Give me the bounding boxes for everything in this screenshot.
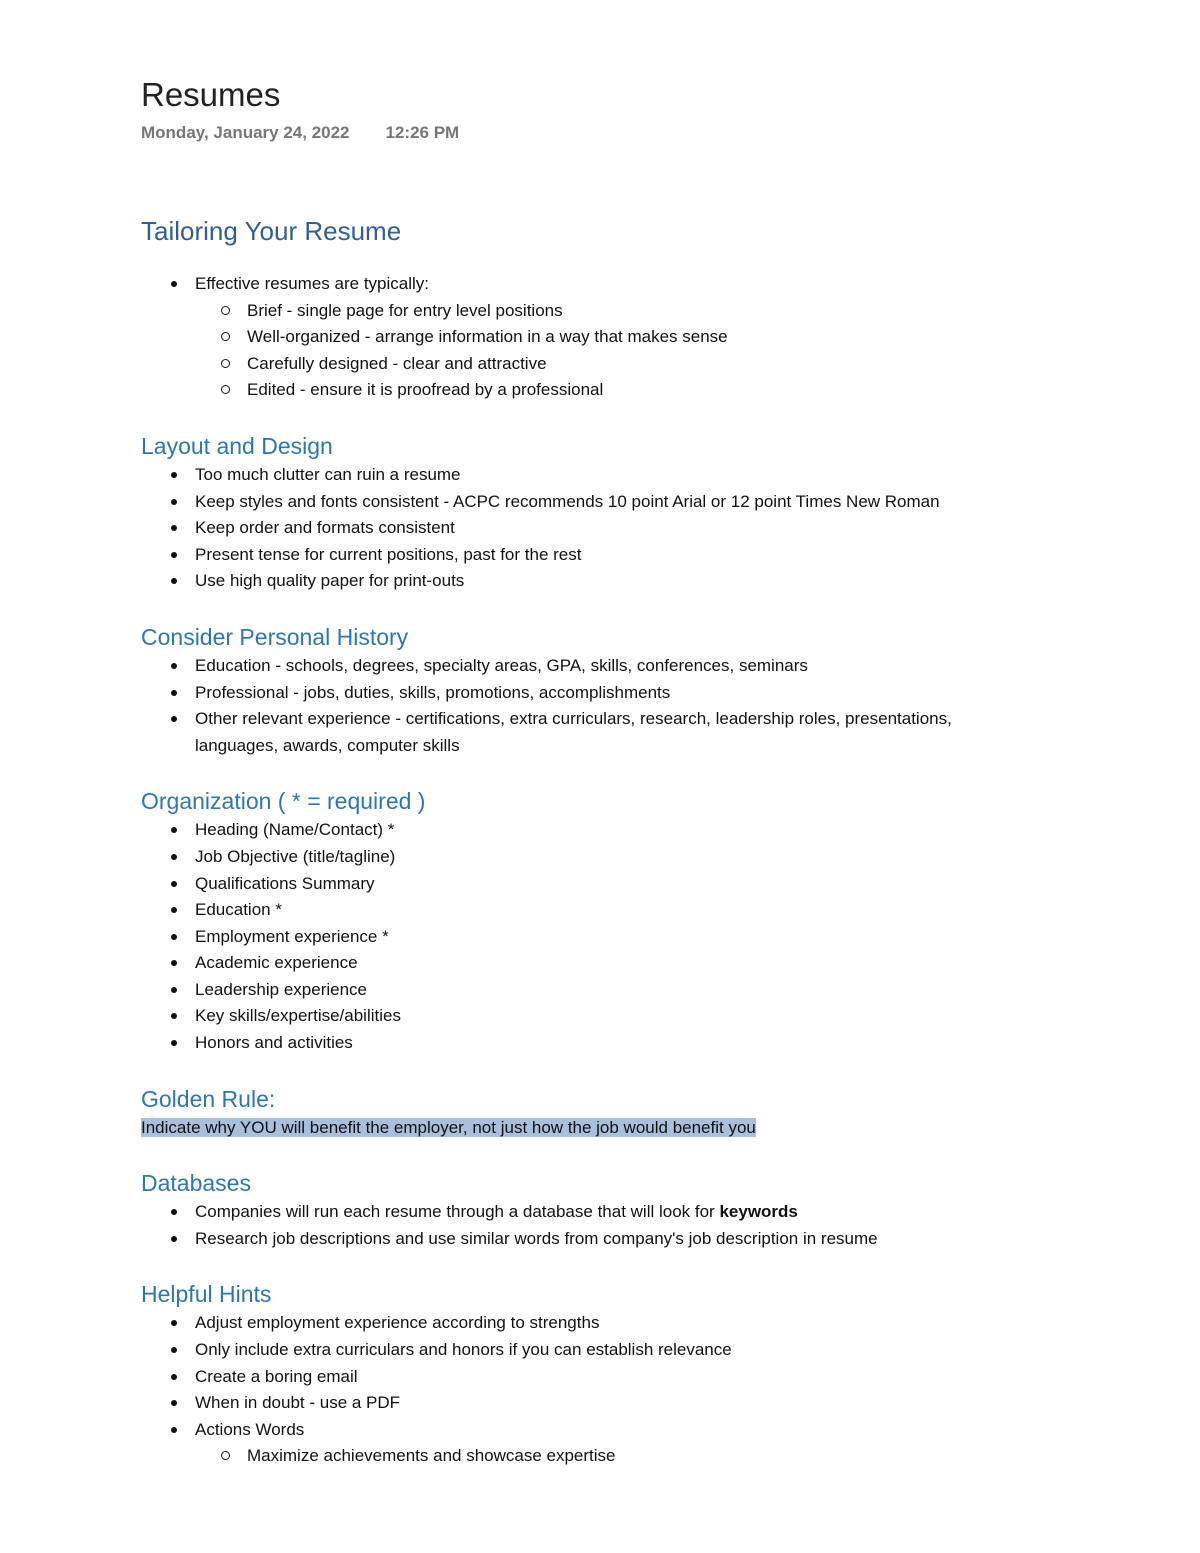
list-item: Keep styles and fonts consistent - ACPC recommends 10 point Arial or 12 point Times New Roman [141, 489, 1161, 516]
list-item: Employment experience * [141, 924, 1161, 951]
list-item: Use high quality paper for print-outs [141, 568, 1161, 595]
list-item: Research job descriptions and use similar words from company's job description in resume [141, 1226, 1161, 1253]
list-item: Qualifications Summary [141, 871, 1161, 898]
section-heading-databases: Databases [141, 1170, 251, 1197]
list-item: Carefully designed - clear and attractive [141, 351, 1161, 378]
list-item: Brief - single page for entry level positions [141, 298, 1161, 325]
note-date: Monday, January 24, 2022 [141, 123, 350, 142]
list-item: Too much clutter can ruin a resume [141, 462, 1161, 489]
layout-list [141, 462, 1161, 595]
list-item-text: Actions Words [195, 1419, 305, 1439]
list-item: Create a boring email [141, 1364, 1161, 1391]
list-item [141, 271, 1161, 404]
list-item: Education * [141, 897, 1161, 924]
tailoring-sublist [141, 298, 1161, 404]
note-time: 12:26 PM [385, 123, 460, 142]
section-heading-history: Consider Personal History [141, 623, 409, 650]
list-item [141, 1417, 1161, 1470]
list-item-text: Companies will run each resume through a database that will look for [195, 1202, 720, 1222]
list-item: Other relevant experience - certifications, extra curriculars, research, leadership roles, presentations, languages, awards, computer skills [141, 706, 961, 759]
list-item: Heading (Name/Contact) * [141, 817, 1161, 844]
hints-list [141, 1310, 1161, 1470]
list-item: Key skills/expertise/abilities [141, 1003, 1161, 1030]
list-item: Edited - ensure it is proofread by a professional [141, 377, 1161, 404]
section-heading-hints: Helpful Hints [141, 1281, 272, 1308]
page-title: Resumes [141, 76, 281, 113]
list-item: Well-organized - arrange information in a way that makes sense [141, 324, 1161, 351]
tailoring-list [141, 271, 1161, 404]
note-page [141, 72, 1161, 1470]
organization-list [141, 817, 1161, 1056]
list-item: Job Objective (title/tagline) [141, 844, 1161, 871]
section-heading-tailoring: Tailoring Your Resume [141, 216, 402, 246]
list-item: Professional - jobs, duties, skills, promotions, accomplishments [141, 680, 961, 707]
list-item: Maximize achievements and showcase expertise [141, 1443, 1161, 1470]
keywords-bold: keywords [719, 1202, 798, 1222]
list-item: When in doubt - use a PDF [141, 1390, 1161, 1417]
list-item: Honors and activities [141, 1030, 1161, 1057]
list-item: Leadership experience [141, 977, 1161, 1004]
list-item-text: Effective resumes are typically: [195, 274, 429, 293]
databases-list [141, 1199, 1161, 1252]
history-list [141, 653, 961, 759]
golden-rule-text [141, 1115, 1161, 1142]
note-metadata [141, 120, 1161, 146]
list-item: Only include extra curriculars and honors if you can establish relevance [141, 1337, 1161, 1364]
list-item: Present tense for current positions, past for the rest [141, 542, 1161, 569]
section-heading-organization: Organization ( * = required ) [141, 788, 426, 815]
list-item: Education - schools, degrees, specialty areas, GPA, skills, conferences, seminars [141, 653, 961, 680]
list-item: Adjust employment experience according to strengths [141, 1310, 1161, 1337]
highlighted-text: Indicate why YOU will benefit the employer, not just how the job would benefit you [141, 1117, 756, 1137]
section-heading-golden-rule: Golden Rule: [141, 1085, 276, 1112]
list-item [141, 1199, 1161, 1226]
list-item: Keep order and formats consistent [141, 515, 1161, 542]
section-heading-layout: Layout and Design [141, 432, 333, 459]
list-item: Academic experience [141, 950, 1161, 977]
hints-sublist [141, 1443, 1161, 1470]
